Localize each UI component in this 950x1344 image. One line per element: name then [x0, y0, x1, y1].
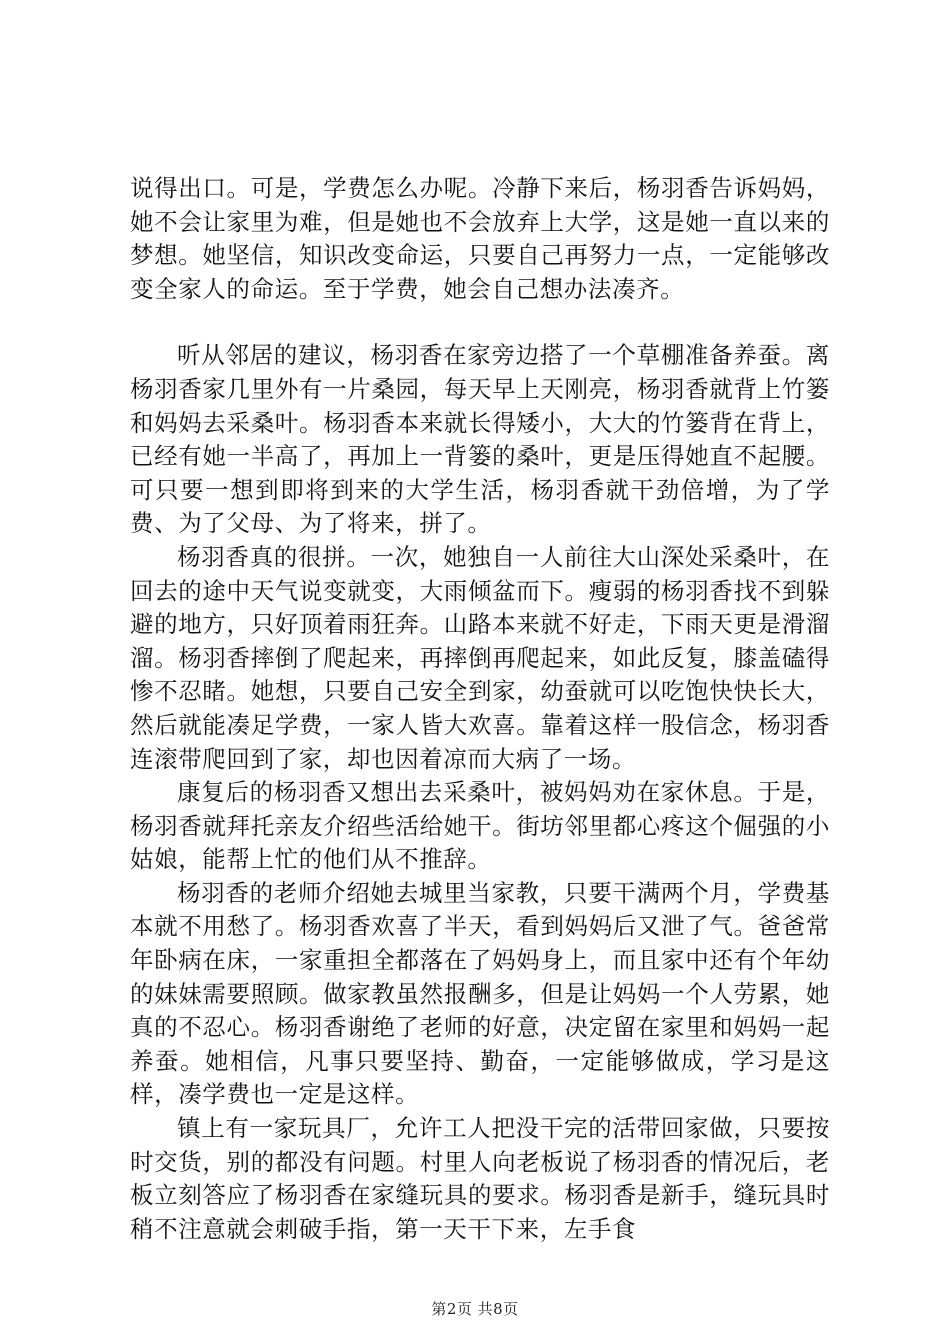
paragraph: 康复后的杨羽香又想出去采桑叶，被妈妈劝在家休息。于是，杨羽香就拜托亲友介绍些活给她干。街坊邻里都心疼这个倔强的小姑娘，能帮上忙的他们从不推辞。 — [130, 778, 830, 874]
paragraph: 镇上有一家玩具厂，允许工人把没干完的活带回家做，只要按时交货，别的都没有问题。村里人向老板说了杨羽香的情况后，老板立刻答应了杨羽香在家缝玩具的要求。杨羽香是新手，缝玩具时稍不注意就会刺破手指，第一天干下来，左手食 — [130, 1114, 830, 1243]
paragraph: 听从邻居的建议，杨羽香在家旁边搭了一个草棚准备养蚕。离杨羽香家几里外有一片桑园，每天早上天刚亮，杨羽香就背上竹篓和妈妈去采桑叶。杨羽香本来就长得矮小，大大的竹篓背在背上，已经有她一半高了，再加上一背篓的桑叶，更是压得她直不起腰。可只要一想到即将到来的大学生活，杨羽香就干劲倍增，为了学费、为了父母、为了将来，拼了。 — [130, 341, 830, 538]
paragraph: 杨羽香真的很拼。一次，她独自一人前往大山深处采桑叶，在回去的途中天气说变就变，大雨倾盆而下。瘦弱的杨羽香找不到躲避的地方，只好顶着雨狂奔。山路本来就不好走，下雨天更是滑溜溜。杨羽香摔倒了爬起来，再摔倒再爬起来，如此反复，膝盖磕得惨不忍睹。她想，只要自己安全到家，幼蚕就可以吃饱快快长大，然后就能凑足学费，一家人皆大欢喜。靠着这样一股信念，杨羽香连滚带爬回到了家，却也因着凉而大病了一场。 — [130, 542, 830, 773]
body-text — [130, 172, 830, 1246]
paragraph: 杨羽香的老师介绍她去城里当家教，只要干满两个月，学费基本就不用愁了。杨羽香欢喜了半天，看到妈妈后又泄了气。爸爸常年卧病在床，一家重担全都落在了妈妈身上，而且家中还有个年幼的妹妹需要照顾。做家教虽然报酬多，但是让妈妈一个人劳累，她真的不忍心。杨羽香谢绝了老师的好意，决定留在家里和妈妈一起养蚕。她相信，凡事只要坚持、勤奋，一定能够做成，学习是这样，凑学费也一定是这样。 — [130, 878, 830, 1109]
page-number-footer: 第2页 共8页 — [431, 1300, 519, 1318]
paragraph-continued: 说得出口。可是，学费怎么办呢。冷静下来后，杨羽香告诉妈妈，她不会让家里为难，但是她也不会放弃上大学，这是她一直以来的梦想。她坚信，知识改变命运，只要自己再努力一点，一定能够改变全家人的命运。至于学费，她会自己想办法凑齐。 — [130, 174, 830, 303]
